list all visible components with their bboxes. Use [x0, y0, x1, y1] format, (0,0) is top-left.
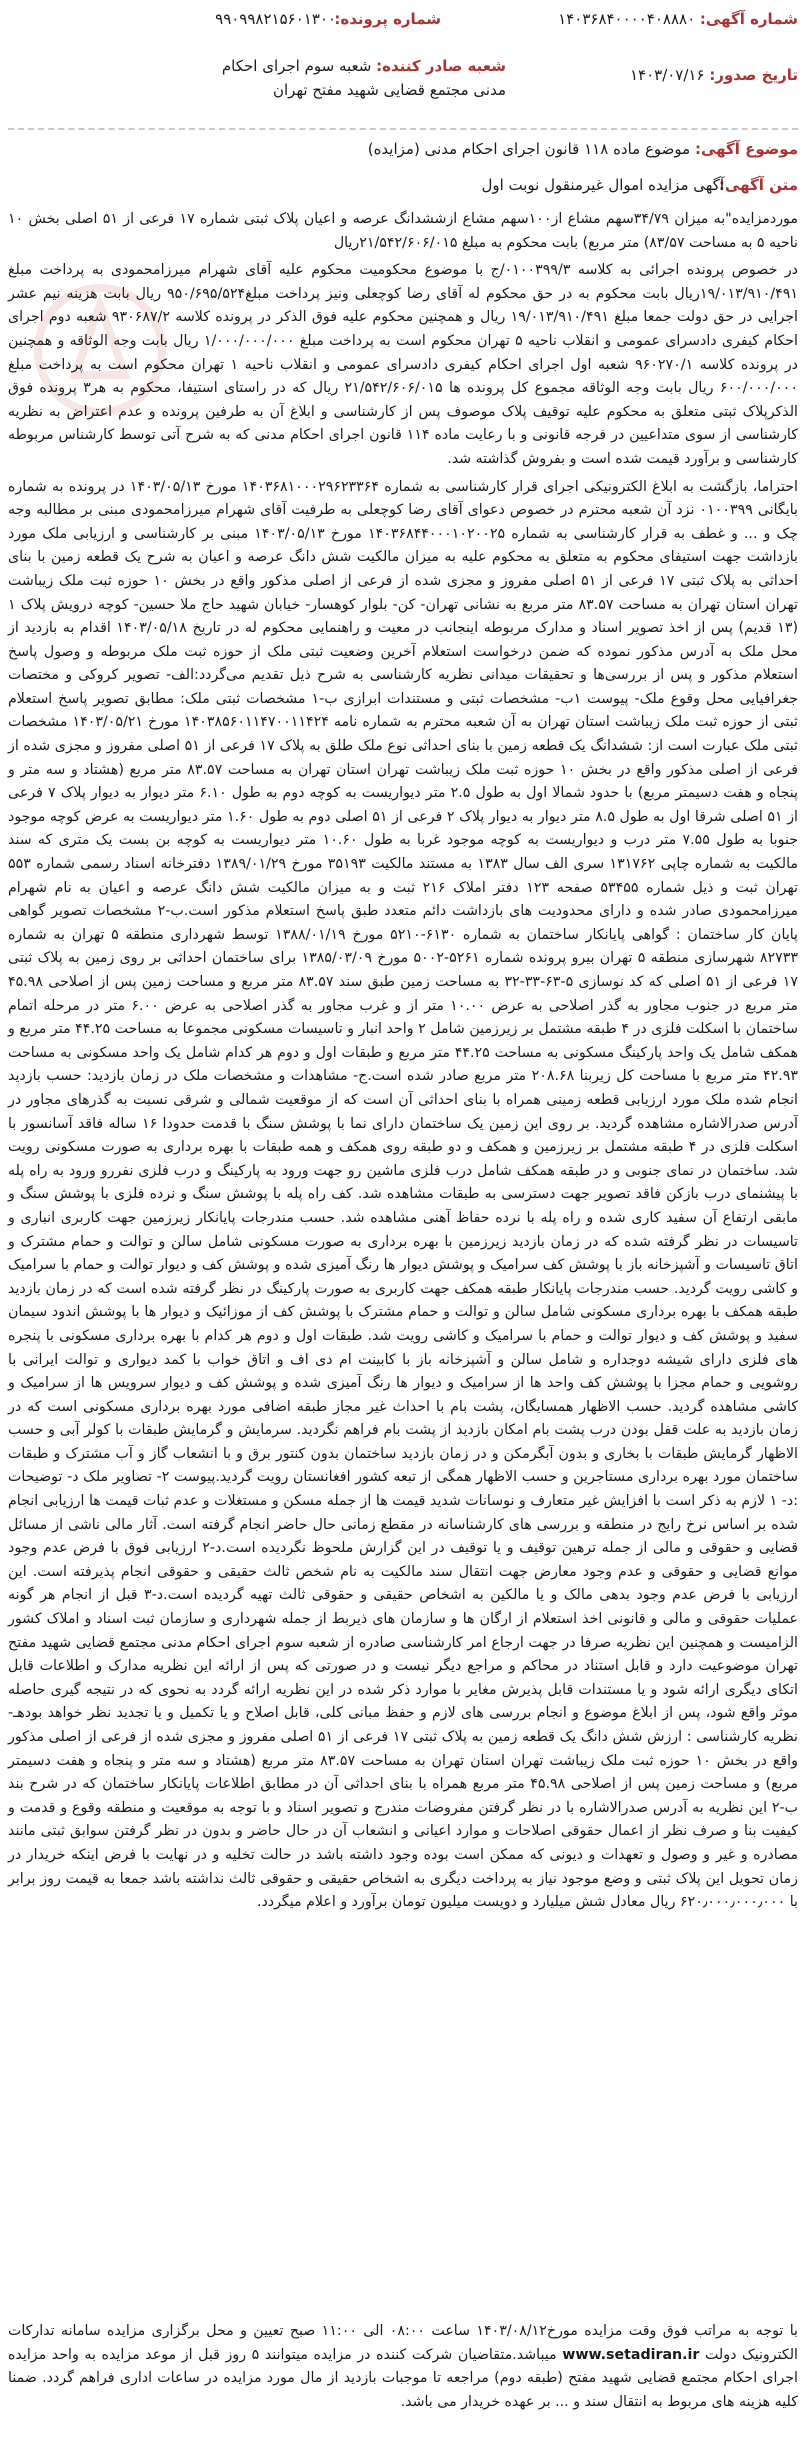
file-number-label: شماره پرونده:: [334, 10, 441, 28]
file-number-value: ۹۹۰۹۹۸۲۱۵۶۰۱۳۰۰: [215, 10, 336, 28]
issuing-branch-value: شعبه سوم اجرای احکام مدنی مجتمع قضایی شهید مفتح تهران: [221, 57, 506, 99]
ad-subject: [368, 140, 798, 158]
ad-body: [8, 208, 798, 1919]
subject-label: موضوع آگهی:: [694, 140, 798, 158]
ad-number-row: [558, 10, 798, 28]
ad-title: آگهی مزایده اموال غیرمنقول نوبت اول: [481, 176, 724, 194]
paragraph-intro: موردمزایده"به میزان ۳۴/۷۹سهم مشاع از۱۰۰سهم مشاع ازششدانگ عرصه و اعیان پلاک ثبتی شماره ۱۷ فرعی از ۵۱ اصلی بخش ۱۰ ناحیه ۵ به مساحت ۸۳/۵۷) متر مربع) بابت محکوم به مبلغ ۲۱/۵۴۲/۶۰۶/۰۱۵ریال: [8, 211, 798, 251]
issuing-branch: [186, 54, 506, 102]
ad-header: [0, 0, 806, 112]
paragraph-case: در خصوص پرونده اجرائی به کلاسه ۰۱۰۰۳۹۹/۳/ج با موضوع محکومیت محکوم علیه آقای شهرام میرزامحمودی به پرداخت مبلغ ۱۹/۰۱۳/۹۱۰/۴۹۱ریال بابت محکوم به در حق محکوم له آقای رضا کوچعلی ونیز پرداخت مبلغ۹۵۰/۶۹۵/۵۲۴ ریال بابت هزینه نیم عشر اجرایی در حق دولت جمعا مبلغ ۱۹/۰۱۳/۹۱۰/۴۹۱ ریال و همچنین محکوم علیه فوق الذکر در پرونده کلاسه ۹۳۰۶۸۷/۲ شعبه دوم اجرای احکام کیفری دادسرای عمومی و انقلاب ناحیه ۵ تهران محکوم است به پرداخت مبلغ ۱/۰۰۰/۰۰۰/۰۰۰ ریال بابت وجه الوثاقه و همچنین در پرونده کلاسه ۹۶۰۲۷۰/۱ شعبه اول اجرای احکام کیفری دادسرای عمومی و انقلاب ناحیه ۱ تهران محکوم است به پرداخت مبلغ ۶۰۰/۰۰۰/۰۰۰ ریال بابت وجه الوثاقه مجموع کل پرونده ها ۲۱/۵۴۲/۶۰۶/۰۱۵ ریال که در راستای استیفا، محکوم به هر۳ پرونده فوق الذکرپلاک ثبتی متعلق به محکوم علیه توقیف پلاک موصوف پس از کارشناسی و ابلاغ آن به طرفین پرونده و عدم اعتراض به نظریه کارشناسی از سوی متداعیین در فرجه قانونی و با رعایت ماده ۱۱۴ قانون اجرای احکام مدنی که به شرح آتی توسط کارشناس مربوطه کارشناسی و برآورد قیمت شده است و بفروش گذاشته شد.: [8, 262, 799, 467]
ad-footer: [8, 2320, 798, 2414]
issue-date-label: تاریخ صدور:: [709, 66, 798, 84]
footer-text-before: با توجه به مراتب فوق وقت مزایده مورخ۱۴۰۳/۰۸/۱۲ ساعت ۰۸:۰۰ الی ۱۱:۰۰ صبح تعیین و محل برگزاری مزایده سامانه تدارکات الکترونیک دولت: [8, 2323, 799, 2363]
issuing-branch-label: شعبه صادر کننده:: [376, 57, 506, 75]
header-separator: [8, 128, 798, 130]
ad-number-label: شماره آگهی:: [699, 10, 798, 28]
ad-number-value: ۱۴۰۳۶۸۴۰۰۰۰۴۰۸۸۸۰: [558, 10, 696, 28]
setad-link[interactable]: www.setadiran.ir: [562, 2346, 700, 2363]
issue-date-value: ۱۴۰۳/۰۷/۱۶: [629, 66, 705, 84]
issue-date-row: [630, 66, 798, 84]
paragraph-expert-report: احتراما، بازگشت به ابلاغ الکترونیکی اجرای قرار کارشناسی به شماره ۱۴۰۳۶۸۱۰۰۰۲۹۶۲۳۳۶۴ مورخ ۱۴۰۳/۰۵/۱۳ در پرونده به شماره بایگانی ۰۱۰۰۳۹۹ نزد آن شعبه محترم در خصوص دعوای آقای رضا کوچعلی به طرفیت آقای شهرام میرزامحمودی مبنی بر مطالبه وجه چک و ... و غطف به قرار کارشناسی به شماره ۱۴۰۳۶۸۴۴۰۰۰۱۰۲۰۰۲۵ مورخ ۱۴۰۳/۰۵/۱۳ مبنی بر کارشناسی و ارزیابی ملک مورد بازداشت جهت استیفای محکوم به متعلق به محکوم علیه به میزان مالکیت شش دانگ عرصه و اعیان به شرح یک قطعه زمین با بنای احداثی به پلاک ثبتی ۱۷ فرعی از ۵۱ اصلی مفروز و مجزی شده از فرعی از اصلی مذکور واقع در بخش ۱۰ حوزه ثبت ملک زیباشت تهران استان تهران به مساحت ۸۳.۵۷ متر مربع به نشانی تهران- کن- بلوار کوهسار- خیابان شهید حاج ملا حسین- کوچه درویش پلاک ۱ (۱۳ قدیم) پس از اخذ تصویر اسناد و مدارک مربوطه اینجانب در معیت و راهنمایی محکوم له در تاریخ ۱۴۰۳/۰۵/۱۸ اقدام به بازدید از محل ملک به آدرس مذکور نموده که ضمن درخواست استعلام آخرین وضعیت ثبتی ملک از حوزه ثبت ملک مربوطه و وصول پاسخ استعلام مذکور و پس از بررسی‌ها و تحقیقات میدانی نظریه کارشناسی به شرح ذیل تقدیم می‌گردد:الف- تصویر کروکی و مختصات جغرافیایی محل وقوع ملک- پیوست ۱ب- مشخصات ثبتی و مستندات ابرازی ب-۱ مشخصات ثبتی ملک: مطابق تصویر پاسخ استعلام ثبتی از حوزه ثبت ملک زیباشت استان تهران به آن شعبه محترم به شماره نامه ۱۴۰۳۸۵۶۰۱۱۴۷۰۰۱۱۴۲۴ مورخ ۱۴۰۳/۰۵/۲۱ مشخصات ثبتی ملک عبارت است از: ششدانگ یک قطعه زمین با بنای احداثی نوع ملک طلق به پلاک ۱۷ فرعی از ۵۱ اصلی مفروز و مجزی شده از فرعی از اصلی مذکور واقع در بخش ۱۰ حوزه ثبت ملک زیباشت تهران استان تهران به مساحت ۸۳.۵۷ متر مربع (هشتاد و سه متر و پنجاه و هفت دسیمتر مربع) با حدود شمالا اول به طول ۲.۵ متر دیواریست به کوچه دوم به طول ۶.۱۰ متر دیوار به دیوار پلاک ۷ فرعی از ۵۱ اصلی شرقا اول به طول ۸.۵ متر دیوار به دیوار پلاک ۲ فرعی از ۵۱ اصلی دوم به طول ۱.۶۰ متر دیواریست به عرض کوچه موجود جنوبا به طول ۷.۵۵ متر درب و دیواریست به کوچه موجود غربا به طول ۱۰.۶۰ متر دیواریست به کوچه بن بست یک متری که سند مالکیت به شماره چاپی ۱۳۱۷۶۲ سری الف سال ۱۳۸۳ به مستند مالکیت ۳۵۱۹۳ مورخ ۱۳۸۹/۰۱/۲۹ دفترخانه اسناد رسمی شماره ۵۵۳ تهران ثبت و ذیل شماره ۵۳۴۵۵ صفحه ۱۲۳ دفتر املاک ۲۱۶ ثبت و به میزان مالکیت شش دانگ عرصه و اعیان به نام شهرام میرزامحمودی صادر شده و دارای محدودیت های بازداشت دائم متعدد طبق پاسخ استعلام مذکور است.ب-۲ مشخصات تصویر گواهی پایان کار ساختمان : گواهی پایانکار ساختمان به شماره ۶۱۳۰-۵۲۱۰ مورخ ۱۳۸۸/۰۱/۱۹ توسط شهرداری منطقه ۵ تهران به شماره ۸۲۷۳۳ شهرسازی منطقه ۵ تهران بیرو پرونده شماره ۵۲۶۱-۵۰۰۲ مورخ ۱۳۸۵/۰۳/۰۹ برای ساختمان احداثی بر روی زمین به پلاک ثبتی ۱۷ فرعی از ۵۱ اصلی که کد نوسازی ۵-۶۳-۳۳-۳۲ به مساحت زمین طبق سند ۸۳.۵۷ متر مربع و مساحت زمین پس از اصلاحی ۴۵.۹۸ متر مربع در جنوب مجاور به گذر اصلاحی به عرض ۱۰.۰۰ متر از و غرب مجاور به گذر اصلاحی به عرض ۶.۰۰ متر در مرحله اتمام ساختمان با اسکلت فلزی در ۴ طبقه مشتمل بر زیرزمین شامل ۲ واحد انبار و تاسیسات مسکونی مجموعا به مساحت ۴۴.۲۵ متر مربع و همکف شامل یک واحد پارکینگ مسکونی به مساحت ۴۴.۲۵ متر مربع و طبقات اول و دوم هر کدام شامل یک واحد مسکونی به مساحت ۴۲.۹۳ متر مربع با مساحت کل زیربنا ۲۰۸.۶۸ متر مربع صادر شده است.ج- مشاهدات و مشخصات ملک در زمان بازدید: حسب بازدید انجام شده ملک مورد ارزیابی قطعه زمینی همراه با بنای احداثی آن است که از موقعیت شمالی و شرقی نسبت به گذرهای مجاور در آدرس صدرالاشاره مشاهده گردید. بر روی این زمین یک ساختمان دارای نما با پوشش سنگ با قدمت حدودا ۱۶ ساله فاقد آسانسور با اسکلت فلزی در ۴ طبقه مشتمل بر زیرزمین و همکف و دو طبقه روی همکف و همه طبقات با بهره برداری به صورت مسکونی رویت شد. ساختمان در نمای جنوبی و در طبقه همکف شامل درب فلزی ماشین رو جهت ورود به پارکینگ و درب فلزی نفررو ورود به راه پله با پیشنمای درب بازکن فاقد تصویر جهت دسترسی به طبقات مشاهده شد. کف راه پله با پوشش سنگ و نرده فلزی با پوشش سنگ و مابقی ارتفاع آن سفید کاری شده و راه پله با نرده حفاظ آهنی مشاهده شد. حسب مندرجات پایانکار زیرزمین جهت کاربری انباری و تاسیسات در نظر گرفته شده که در زمان بازدید زیرزمین با بهره برداری به صورت مسکونی شامل سالن و توالت و حمام مشترک و اتاق تاسیسات و آشپزخانه باز با پوشش کف سرامیک و پوشش دیوار ها رنگ آمیزی شده و پوشش کف و دیوار توالت و حمام با سرامیک و کاشی رویت گردید. حسب مندرجات پایانکار طبقه همکف جهت کاربری به صورت پارکینگ در نظر گرفته شده است که در زمان بازدید طبقه همکف با بهره برداری مسکونی شامل سالن و توالت و حمام مشترک با پوشش کف از موزائیک و دیوار ها با پوشش اندود سیمان سفید و پوشش کف و دیوار توالت و حمام با سرامیک و کاشی رویت شد. طبقات اول و دوم هر کدام با بهره برداری مسکونی با پنجره های فلزی دارای شیشه دوجداره و شامل سالن و آشپزخانه باز با کابینت ام دی اف و اتاق خواب با کمد دیواری و توالت ایرانی با روشویی و حمام مجزا با پوشش کف واحد ها از سرامیک و دیوار ها رنگ آمیزی شده و پوشش کف و دیوار سرویس ها از سرامیک و کاشی مشاهده گردید. حسب الاظهار همسایگان، پشت بام با احداث غیر مجاز طبقه اضافی مورد بهره برداری مسکونی است که در زمان بازدید به علت قفل بودن درب پشت بام امکان بازدید از پشت بام فراهم نگردید. سرمایش و گرمایش طبقات با کولر آبی و حسب الاظهار گرمایش طبقات با بخاری و بدون آبگرمکن و در زمان بازدید ساختمان بدون کنتور برق و با انشعاب گاز و آب مشترک و طبقات ساختمان مورد بهره برداری مستاجرین و حسب الاظهار همگی از تبعه کشور افغانستان رویت گردید.پیوست ۲- تصاویر ملک د- توضیحات :د- ۱ لازم به ذکر است با افزایش غیر متعارف و نوسانات شدید قیمت ها از جمله مسکن و مستغلات و عدم ثبات قیمت ها ارزیابی انجام شده بر اساس نرخ رایج در منطقه و بررسی های کارشناسانه در مقطع زمانی حال حاضر انجام گرفته است. آثار مالی ناشی از مسائل قضایی و حقوقی و مالی از جمله ترهین توقیف و یا توقیف در این گزارش ملحوظ نگردیده است.د-۲ ارزیابی فوق با فرض عدم وجود موانع قضایی و حقوقی و عدم وجود معارض جهت انتقال سند مالکیت به نام شخص ثالث حقیقی و حقوقی انجام پذیرفته است. این ارزیابی با فرض عدم وجود بدهی مالک و یا مالکین به اشخاص حقیقی و حقوقی ثالث تهیه گردیده است.د-۳ قبل از انجام هر گونه عملیات حقوقی و مالی و قانونی اخذ استعلام از ارگان ها و سازمان های ذیربط از جمله شهرداری و سازمان ثبت اسناد و املاک کشور الزامیست و همچنین این نظریه صرفا در جهت ارجاع امر کارشناسی صادره از شعبه سوم اجرای احکام مدنی مجتمع قضایی شهید مفتح تهران موضوعیت دارد و قابل استناد در محاکم و مراجع دیگر نیست و در صورتی که پس از ارائه این نظریه مدارک و اطلاعات قابل اتکای دیگری ارائه شود و یا مستندات قابل پذیرش مغایر با موارد ذکر شده در این نظریه ارائه گردد به نحوی که در نتیجه گیری حاصله موثر واقع شود، پس از ابلاغ موضوع و انجام بررسی های لازم و حفظ مبانی کلی، قابل اصلاح و یا تکمیل و یا تجدید نظر خواهد بودهـ- نظریه کارشناسی : ارزش شش دانگ یک قطعه زمین به پلاک ثبتی ۱۷ فرعی از ۵۱ اصلی مفروز و مجزی شده از فرعی از اصلی مذکور واقع در بخش ۱۰ حوزه ثبت ملک زیباشت تهران استان تهران به مساحت ۸۳.۵۷ متر مربع (هشتاد و سه متر و پنجاه و هفت دسیمتر مربع) و مساحت زمین پس از اصلاحی ۴۵.۹۸ متر مربع همراه با بنای احداثی آن در مطابق اطلاعات پایانکار ساختمان که در شرح بند ب-۲ این نظریه به آدرس صدرالاشاره با در نظر گرفتن مفروضات مندرج و تصویر اسناد و با توجه به موقعیت و منطقه وقوع و قدمت و کیفیت بنا و صرف نظر از اعمال حقوقی اصلاحات و موارد اعیانی و انشعاب آن در حال حاضر و بدون در نظر گرفتن سوابق ثبتی مانند مصادره و غیر و وصول و تعهدات و دیونی که ممکن است بوده وجود داشته باشد در حالت تخلیه و در نهایت با فرض اینکه خریدار در زمان تحویل این پلاک ثبتی و وضع موجود نیاز به پرداخت دیگری به اشخاص حقیقی و حقوقی ثالث نداشته باشد جمعا به قیمت روز برابر با ۶۲۰٫۰۰۰٫۰۰۰٫۰۰۰ ریال معادل شش میلیارد و دویست میلیون تومان برآورد و اعلام میگردد.: [8, 478, 799, 1911]
subject-value: موضوع ماده ۱۱۸ قانون اجرای احکام مدنی (مزایده): [367, 140, 691, 158]
footer-text-after: میباشد.متقاضیان شرکت کننده در مزایده میتوانند ۵ روز قبل از موعد مزایده به واحد مزایده اجرای احکام مجتمع قضایی شهید مفتح (طبقه دوم) مراجعه تا موجبات بازدید از مال مورد مزایده در ساعات اداری فراهم گردد. ضمنا کلیه هزینه های مربوط به انتقال سند و ... بر عهده خریدار می باشد.: [8, 2346, 798, 2410]
ad-text-label: متن آگهی:: [718, 176, 798, 194]
